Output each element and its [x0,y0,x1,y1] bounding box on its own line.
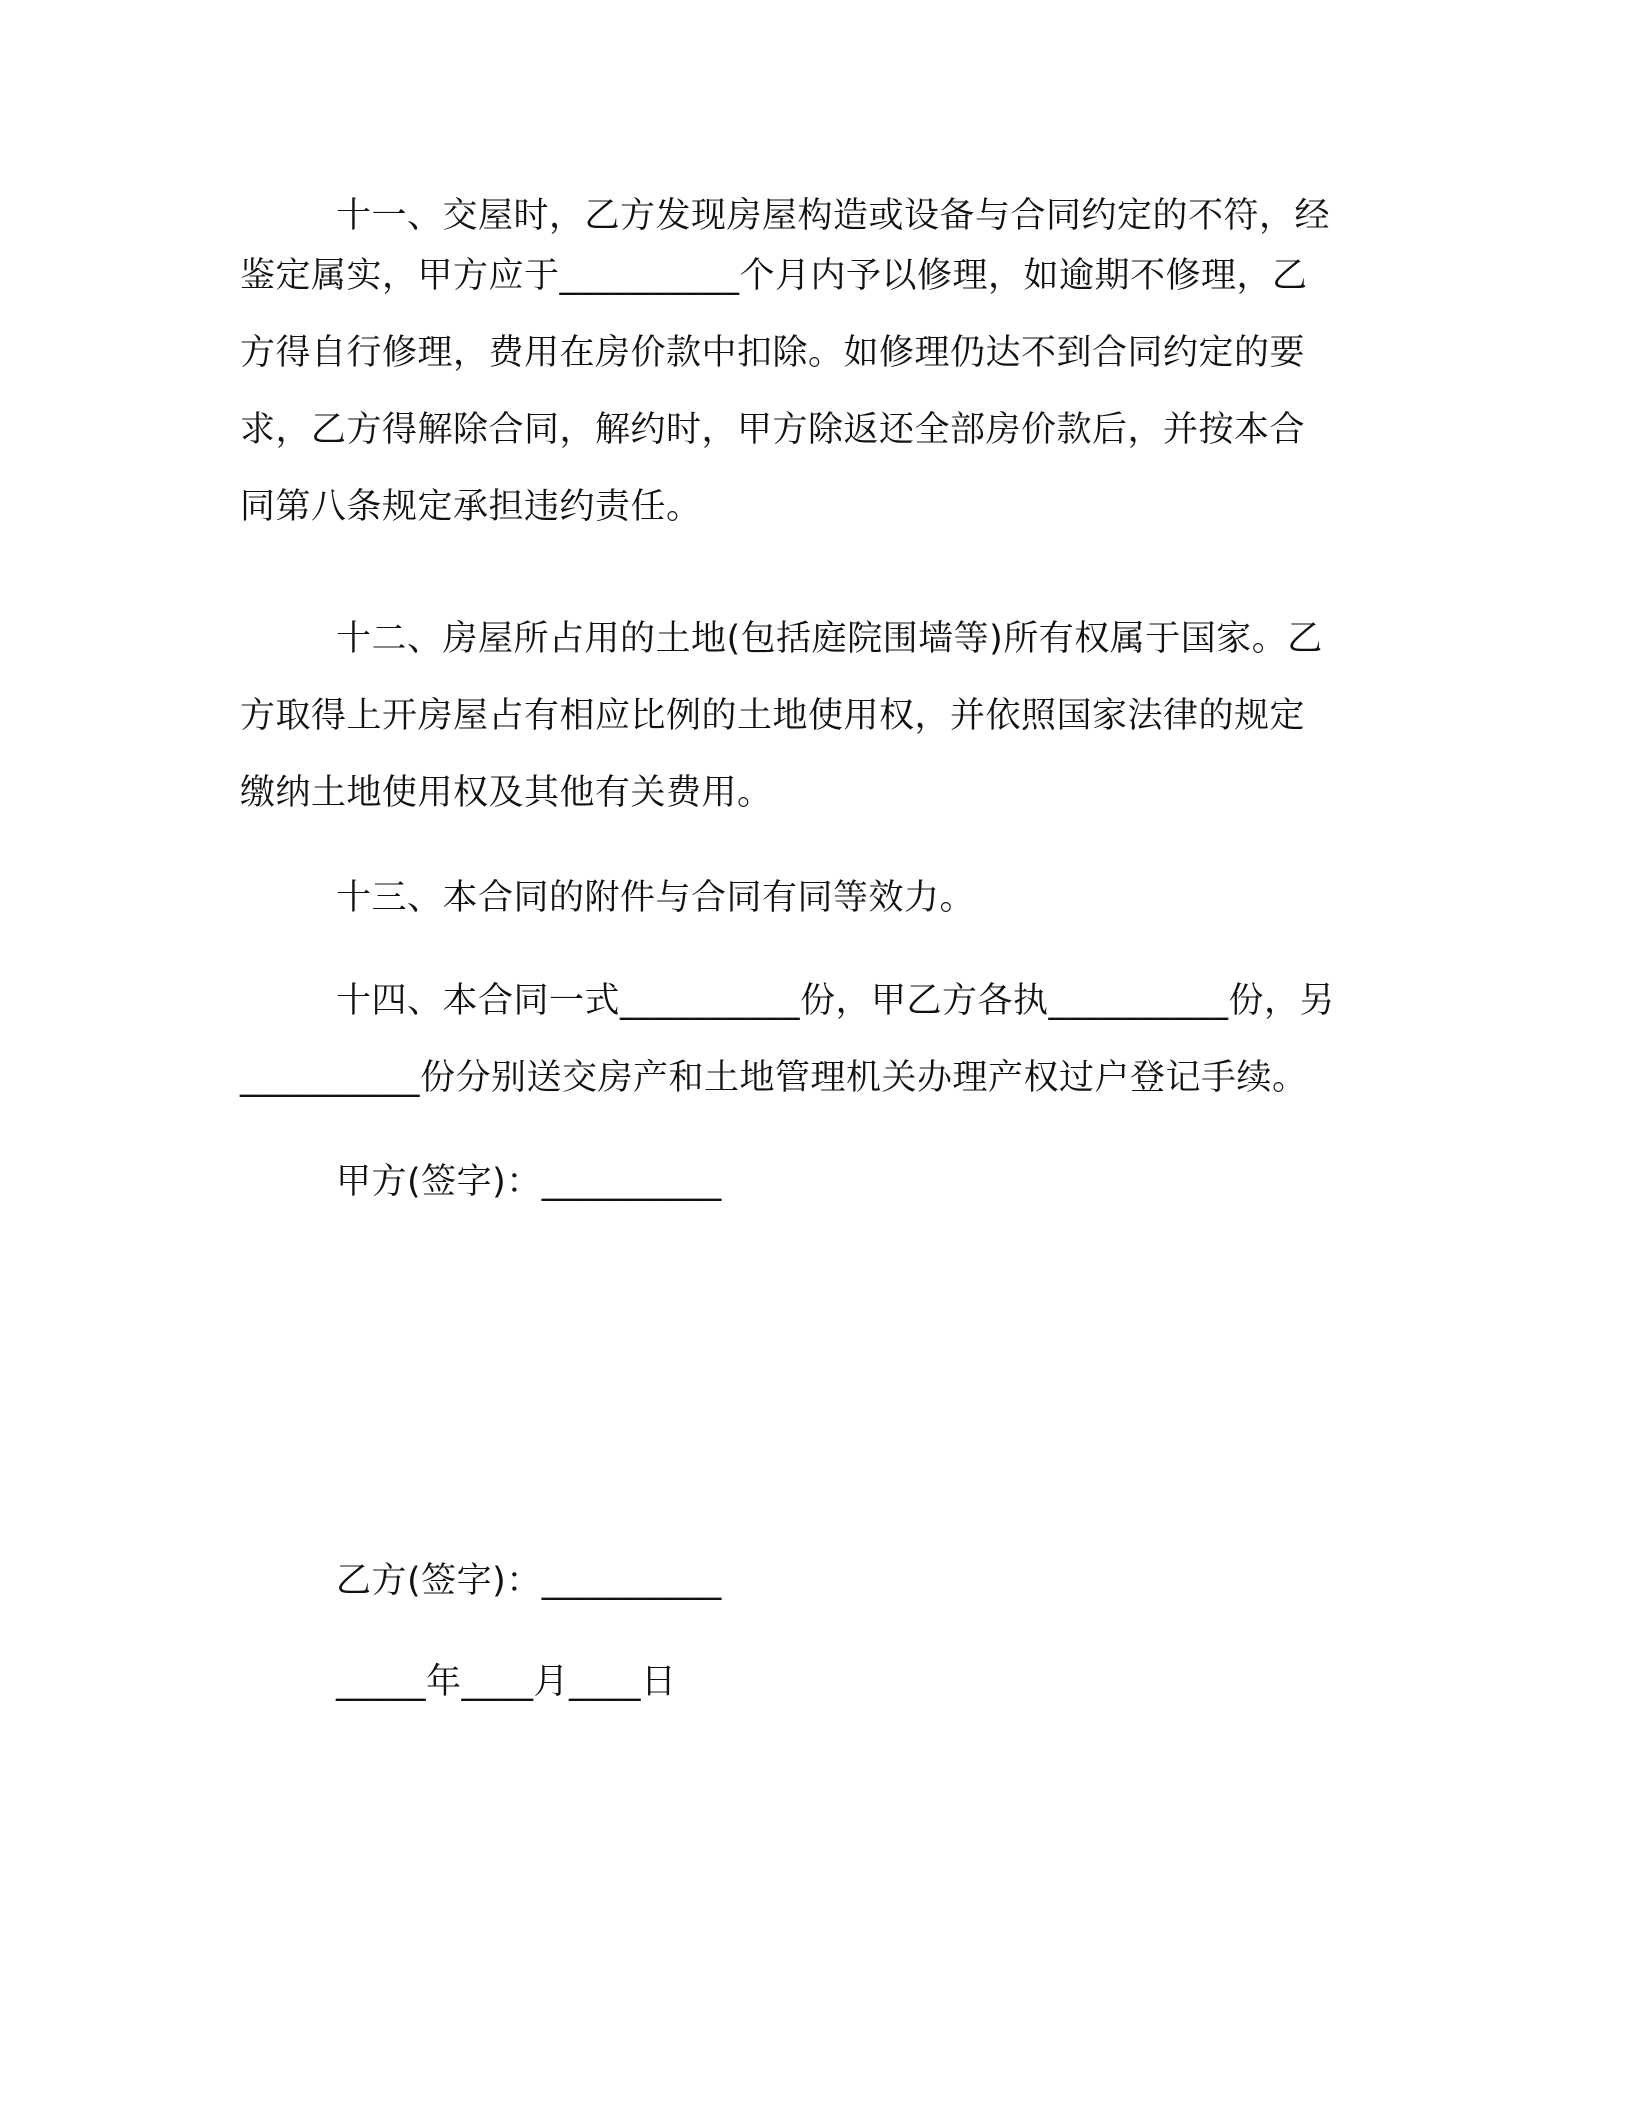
clause-14-line-1: 十四、本合同一式__________份，甲乙方各执__________份，另 [336,981,1336,1021]
signing-date [240,1644,677,1721]
party-a-signature [240,1144,722,1221]
clause-12-line-3: 缴纳土地使用权及其他有关费用。 [240,773,773,813]
clause-14-line-2: __________份分别送交房产和土地管理机关办理产权过户登记手续。 [240,1058,1308,1098]
signing-date-line: _____年____月____日 [336,1662,677,1702]
clause-12 [240,601,1323,832]
clause-13-line-1: 十三、本合同的附件与合同有同等效力。 [336,878,976,918]
clause-11 [240,188,1330,546]
clause-11-line-2: 鉴定属实，甲方应于__________个月内予以修理，如逾期不修理，乙 [240,256,1308,296]
clause-11-line-1: 十一、交屋时，乙方发现房屋构造或设备与合同约定的不符，经 [336,196,1331,236]
clause-11-line-4: 求，乙方得解除合同，解约时，甲方除返还全部房价款后，并按本合 [240,410,1306,450]
party-a-signature-line: 甲方(签字)：__________ [336,1162,722,1202]
party-b-signature [240,1543,722,1620]
clause-11-line-5: 同第八条规定承担违约责任。 [240,487,702,527]
clause-12-line-1: 十二、房屋所占用的土地(包括庭院围墙等)所有权属于国家。乙 [336,619,1323,659]
clause-11-line-3: 方得自行修理，费用在房价款中扣除。如修理仍达不到合同约定的要 [240,333,1306,373]
clause-12-line-2: 方取得上开房屋占有相应比例的土地使用权，并依照国家法律的规定 [240,696,1306,736]
party-b-signature-line: 乙方(签字)：__________ [336,1561,722,1601]
clause-13 [240,860,975,937]
clause-14 [240,963,1335,1117]
